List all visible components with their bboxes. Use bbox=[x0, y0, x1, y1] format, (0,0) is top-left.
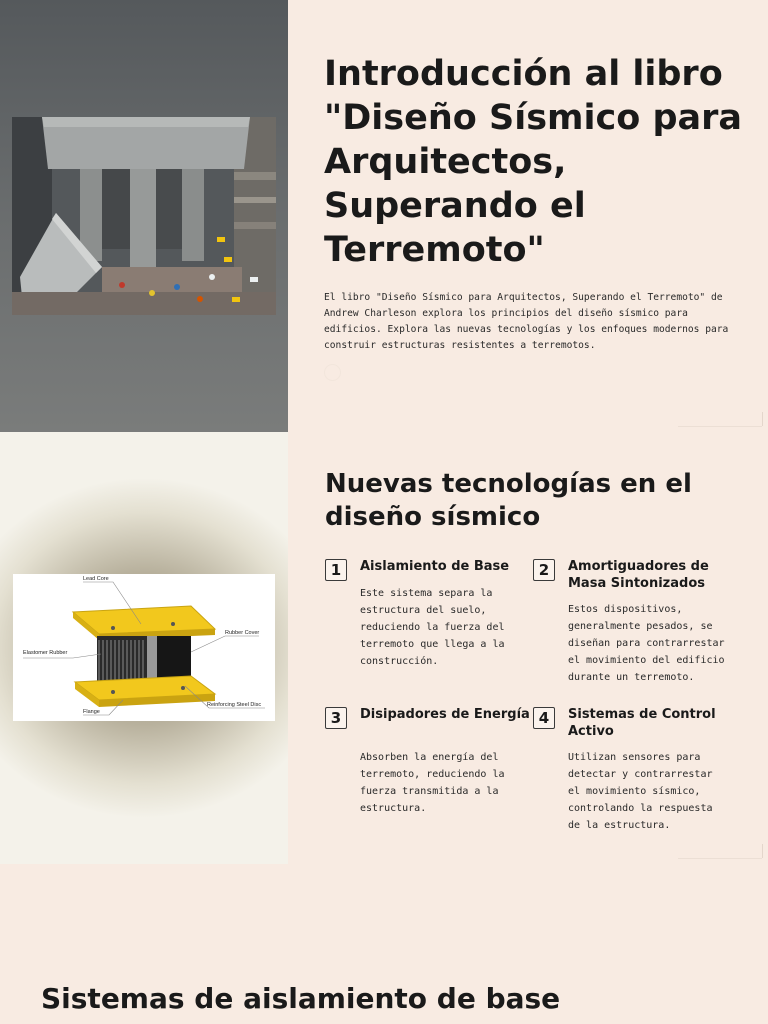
divider-tick bbox=[762, 412, 763, 426]
item-number: 4 bbox=[533, 707, 555, 729]
label-rubber-cover: Rubber Cover bbox=[225, 630, 260, 636]
intro-image-panel bbox=[0, 0, 288, 432]
label-lead-core: Lead Core bbox=[83, 576, 109, 582]
label-elastomer-rubber: Elastomer Rubber bbox=[23, 650, 68, 656]
intro-slide bbox=[0, 0, 768, 432]
item-number: 1 bbox=[325, 559, 347, 581]
divider-line bbox=[678, 426, 762, 427]
intro-title: Introducción al libro "Diseño Sísmico para Arquitectos, Superando el Terremoto" bbox=[324, 54, 743, 270]
item-number: 2 bbox=[533, 559, 555, 581]
building-photo-graphic bbox=[12, 117, 276, 315]
item-text: Utilizan sensores para detectar y contrarrestar el movimiento sísmico, controlando la respuesta de la estructura. bbox=[568, 752, 713, 831]
item-title: Disipadores de Energía bbox=[360, 707, 530, 722]
item-text: Este sistema separa la estructura del suelo, reduciendo la fuerza del terremoto que llega a la construcción. bbox=[360, 588, 505, 667]
divider-tick bbox=[762, 844, 763, 858]
intro-description: El libro "Diseño Sísmico para Arquitectos, Superando el Terremoto" de Andrew Charleson explora los principios del diseño sísmico para edificios. Explora las nuevas tecnologías y los enfoques modernos para construir estructuras resistentes a terremotos. bbox=[324, 292, 729, 351]
base-isolator-diagram bbox=[13, 574, 275, 721]
technologies-image-panel bbox=[0, 432, 288, 864]
isolator-graphic bbox=[13, 574, 275, 721]
technologies-slide bbox=[0, 432, 768, 864]
item-title: Amortiguadores de Masa Sintonizados bbox=[568, 559, 709, 591]
building-aerial-photo bbox=[12, 117, 276, 315]
technologies-title: Nuevas tecnologías en el diseño sísmico bbox=[325, 469, 692, 532]
label-steel-disc: Reinforcing Steel Disc bbox=[207, 702, 262, 708]
decorative-circle bbox=[324, 364, 341, 381]
item-title: Aislamiento de Base bbox=[360, 559, 510, 574]
item-text: Estos dispositivos, generalmente pesados, se diseñan para contrarrestar el movimiento del edificio durante un terremoto. bbox=[568, 604, 725, 683]
divider-line bbox=[678, 858, 762, 859]
label-flange: Flange bbox=[83, 709, 100, 715]
item-text: Absorben la energía del terremoto, reduciendo la fuerza transmitida a la estructura. bbox=[360, 752, 505, 814]
item-title: Sistemas de Control Activo bbox=[568, 707, 716, 739]
base-isolation-systems-title: Sistemas de aislamiento de base bbox=[41, 982, 561, 1015]
item-number: 3 bbox=[325, 707, 347, 729]
